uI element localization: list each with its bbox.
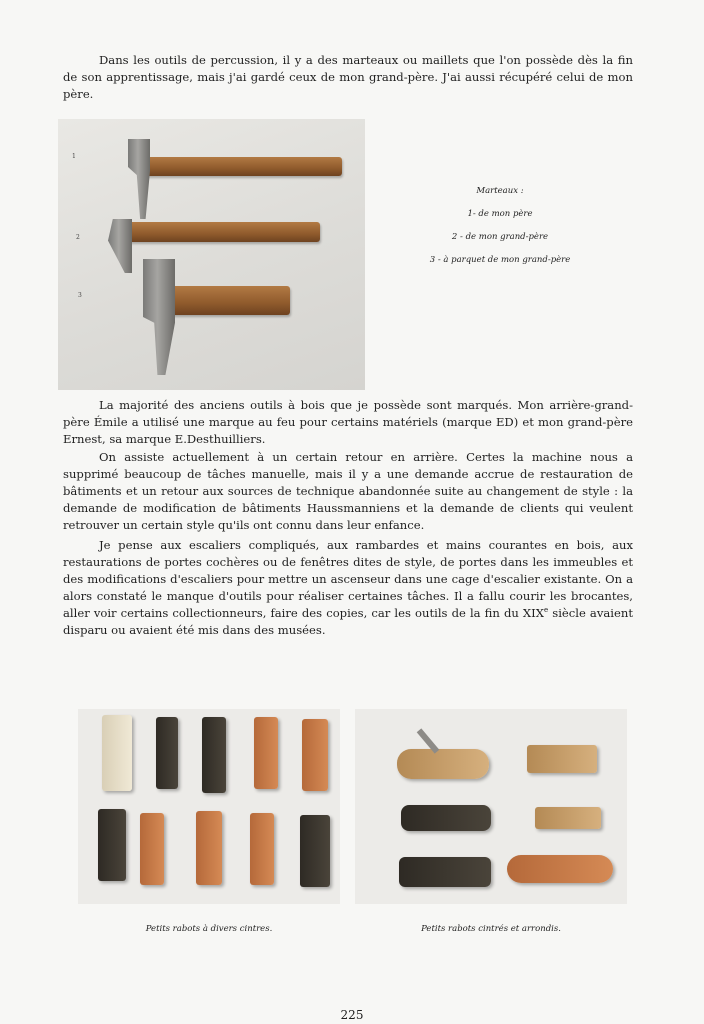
plane-right-3 bbox=[401, 805, 491, 831]
hammer-label-1: 1 bbox=[72, 153, 76, 160]
plane-left-9 bbox=[250, 813, 274, 885]
hammers-caption-item-2: 2 - de mon grand-père bbox=[451, 232, 549, 242]
plane-left-7 bbox=[140, 813, 164, 885]
plane-left-10 bbox=[300, 815, 330, 887]
paragraph-escaliers bbox=[63, 537, 633, 639]
hammers-photo bbox=[58, 119, 365, 390]
left-photo-caption: Petits rabots à divers cintres. bbox=[145, 924, 273, 934]
plane-left-2 bbox=[156, 717, 178, 789]
hammers-caption-title: Marteaux : bbox=[476, 186, 524, 196]
paragraph-escaliers-end: siècle avaient disparu ou avaient été mis dans des musées. bbox=[63, 606, 633, 637]
plane-right-4 bbox=[535, 807, 601, 829]
plane-right-2 bbox=[527, 745, 597, 773]
hammer-3-head bbox=[143, 259, 175, 375]
hammer-2-head bbox=[108, 219, 132, 273]
hammer-2-handle bbox=[128, 222, 320, 242]
right-photo-caption: Petits rabots cintrés et arrondis. bbox=[421, 924, 561, 934]
plane-right-5 bbox=[399, 857, 491, 887]
paragraph-retour: On assiste actuellement à un certain retour en arrière. Certes la machine nous a supprimé beaucoup de tâches manuelle, mais il y a une demande accrue de restauration de bâtiments et un retour aux sources de technique abandonnée suite au changement de style : la demande de modification de bâtiments Haussmanniens et la demande de clients qui veulent retrouver un certain style qu'ils ont connu dans leur enfance. bbox=[63, 450, 633, 532]
small-planes-photo-left bbox=[78, 709, 340, 904]
plane-left-1 bbox=[102, 715, 132, 791]
hammers-caption bbox=[400, 180, 600, 272]
plane-left-5 bbox=[302, 719, 328, 791]
small-planes-photo-right bbox=[355, 709, 627, 904]
plane-left-3 bbox=[202, 717, 226, 793]
hammers-caption-item-3: 3 - à parquet de mon grand-père bbox=[429, 255, 571, 265]
hammer-1-head bbox=[128, 139, 150, 219]
hammer-label-2: 2 bbox=[76, 234, 80, 241]
plane-right-1 bbox=[397, 749, 489, 779]
plane-left-6 bbox=[98, 809, 126, 881]
plane-left-8 bbox=[196, 811, 222, 885]
hammer-label-3: 3 bbox=[78, 292, 82, 299]
page-number: 225 bbox=[340, 1008, 364, 1022]
century-superscript: e bbox=[544, 606, 549, 615]
paragraph-escaliers-text: Je pense aux escaliers compliqués, aux rambardes et mains courantes en bois, aux restaurations de portes cochères ou de fenêtres dites de style, de portes dans les immeubles et des modifications d'escaliers pour mettre un ascenseur dans une cage d'escalier existante. On a alors constaté le manque d'outils pour réaliser certaines tâches. Il a fallu courir les brocantes, aller voir certains collectionneurs, faire des copies, car les outils de la fin du XIX bbox=[63, 538, 633, 620]
plane-left-4 bbox=[254, 717, 278, 789]
paragraph-marks: La majorité des anciens outils à bois que je possède sont marqués. Mon arrière-grand-père Émile a utilisé une marque au feu pour certains matériels (marque ED) et mon grand-père Ernest, sa marque E.Desthuilliers. bbox=[63, 398, 633, 446]
hammers-caption-item-1: 1- de mon père bbox=[467, 209, 533, 219]
plane-right-6 bbox=[507, 855, 613, 883]
hammer-3-handle bbox=[168, 286, 290, 315]
hammer-1-handle bbox=[146, 157, 342, 176]
intro-paragraph: Dans les outils de percussion, il y a des marteaux ou maillets que l'on possède dès la fin de son apprentissage, mais j'ai gardé ceux de mon grand-père. J'ai aussi récupéré celui de mon père. bbox=[63, 53, 633, 101]
